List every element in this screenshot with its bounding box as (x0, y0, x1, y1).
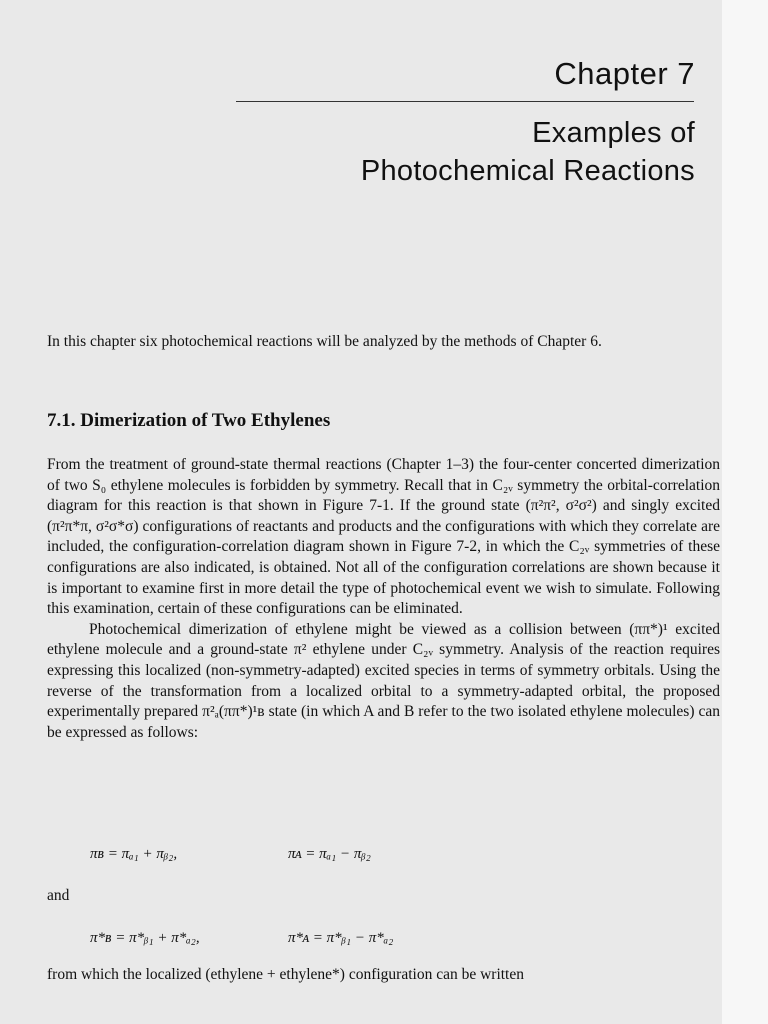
equation-pi-a: πᴀ = πₐ₁ − πᵦ₂ (288, 846, 371, 862)
continuation-line: from which the localized (ethylene + ethylene*) configuration can be written (47, 966, 524, 983)
chapter-title-line-1: Examples of (532, 117, 695, 149)
section-body (47, 455, 720, 743)
equation-pi-star-b: π*ʙ = π*ᵦ₁ + π*ₐ₂, (90, 930, 200, 946)
chapter-label: Chapter 7 (554, 56, 695, 91)
equation-pi-star-a: π*ᴀ = π*ᵦ₁ − π*ₐ₂ (288, 930, 394, 946)
intro-paragraph: In this chapter six photochemical reactions will be analyzed by the methods of Chapter 6. (47, 333, 602, 350)
body-paragraph-1: From the treatment of ground-state thermal reactions (Chapter 1–3) the four-center concerted dimerization of two S₀ ethylene molecules is forbidden by symmetry. Recall that in C₂ᵥ symmetry the orbital-correlation diagram for this reaction is that shown in Figure 7-1. If the ground state (π²π², σ²σ²) and singly excited (π²π*π, σ²σ*σ) configurations of reactants and products and the configurations with which they correlate are included, the configuration-correlation diagram shown in Figure 7-2, in which the C₂ᵥ symmetries of these configurations are also indicated, is obtained. Not all of the configuration correlations are shown because it is important to examine first in more detail the type of photochemical event we wish to simulate. Following this examination, certain of these configurations can be eliminated. (47, 456, 720, 618)
and-connector: and (47, 887, 70, 904)
section-heading: 7.1. Dimerization of Two Ethylenes (47, 410, 331, 431)
page-margin-strip (722, 0, 768, 1024)
body-paragraph-2: Photochemical dimerization of ethylene might be viewed as a collision between (ππ*)¹ excited ethylene molecule and a ground-state π² ethylene under C₂ᵥ symmetry. Analysis of the reaction requires expressing this localized (non-symmetry-adapted) excited species in terms of symmetry orbitals. Using the reverse of the transformation from a localized orbital to a symmetry-adapted orbital, the proposed experimentally prepared π²ₐ(ππ*)¹ʙ state (in which A and B refer to the two isolated ethylene molecules) can be expressed as follows: (47, 620, 720, 741)
chapter-title-line-2: Photochemical Reactions (360, 155, 695, 187)
header-rule (236, 101, 694, 102)
equation-pi-b: πʙ = πₐ₁ + πᵦ₂, (90, 846, 178, 862)
chapter-title (195, 114, 695, 190)
